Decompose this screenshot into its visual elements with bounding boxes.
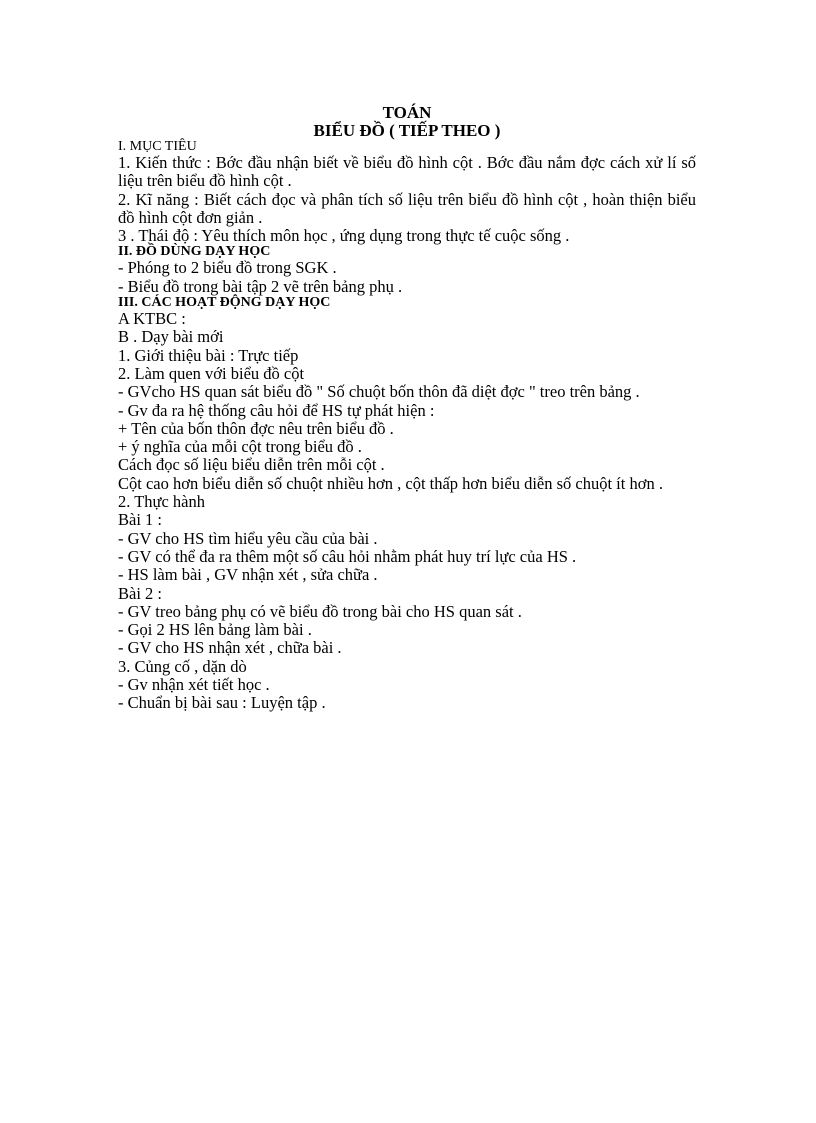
activity-line: - GV treo bảng phụ có vẽ biểu đồ trong bài cho HS quan sát . — [118, 601, 522, 621]
activity-line: + ý nghĩa của mỗi cột trong biểu đồ . — [118, 437, 362, 457]
activity-line: Bài 2 : — [118, 583, 162, 603]
lesson-plan-page — [118, 104, 696, 713]
materials-item: - Biểu đồ trong bài tập 2 vẽ trên bảng phụ . — [118, 276, 403, 296]
lesson-title: BIỂU ĐỒ ( TIẾP THEO ) — [313, 121, 501, 140]
activity-line: 3. Củng cố , dặn dò — [118, 656, 247, 676]
activity-line: + Tên của bốn thôn đợc nêu trên biểu đồ . — [118, 418, 394, 438]
section-objectives-heading: I. MỤC TIÊU — [118, 139, 197, 154]
objective-knowledge: 1. Kiến thức : Bớc đầu nhận biết về biểu đồ hình cột . Bớc đầu nắm đợc cách xử lí số liệu trên biểu đồ hình cột . — [118, 153, 696, 191]
activity-paragraph: - GVcho HS quan sát biểu đồ " Số chuột bốn thôn đã diệt đợc " treo trên bảng . — [118, 382, 640, 402]
activity-line: - Gv nhận xét tiết học . — [118, 675, 270, 695]
activity-line: - GV cho HS tìm hiểu yêu cầu của bài . — [118, 528, 378, 548]
activity-line: 2. Làm quen với biểu đồ cột — [118, 363, 305, 383]
section-materials-heading: II. ĐỒ DÙNG DẠY HỌC — [118, 244, 271, 260]
subject-title: TOÁN — [382, 103, 432, 122]
activity-line: 2. Thực hành — [118, 492, 205, 512]
activity-line: - Gọi 2 HS lên bảng làm bài . — [118, 620, 312, 640]
activity-line: Cách đọc số liệu biểu diễn trên mỗi cột . — [118, 455, 385, 475]
materials-item: - Phóng to 2 biểu đồ trong SGK . — [118, 258, 337, 278]
activity-line: - GV cho HS nhận xét , chữa bài . — [118, 638, 342, 658]
activity-line: Bài 1 : — [118, 510, 162, 530]
activity-line: - GV có thể đa ra thêm một số câu hỏi nhằm phát huy trí lực của HS . — [118, 546, 577, 566]
section-activities-heading: III. CÁC HOẠT ĐỘNG DẠY HỌC — [118, 295, 331, 311]
activity-line: - Gv đa ra hệ thống câu hỏi để HS tự phát hiện : — [118, 400, 435, 420]
activity-line: - HS làm bài , GV nhận xét , sửa chữa . — [118, 565, 378, 585]
activity-line: B . Dạy bài mới — [118, 327, 224, 347]
objective-attitude: 3 . Thái độ : Yêu thích môn học , ứng dụng trong thực tế cuộc sống . — [118, 226, 570, 246]
activity-paragraph: Cột cao hơn biểu diễn số chuột nhiều hơn , cột thấp hơn biểu diễn số chuột ít hơn . — [118, 473, 663, 493]
activity-line: - Chuẩn bị bài sau : Luyện tập . — [118, 693, 326, 713]
activity-line: A KTBC : — [118, 309, 186, 329]
objective-skills: 2. Kĩ năng : Biết cách đọc và phân tích số liệu trên biểu đồ hình cột , hoàn thiện biểu đồ hình cột đơn giản . — [118, 189, 696, 227]
activity-line: 1. Giới thiệu bài : Trực tiếp — [118, 345, 299, 365]
